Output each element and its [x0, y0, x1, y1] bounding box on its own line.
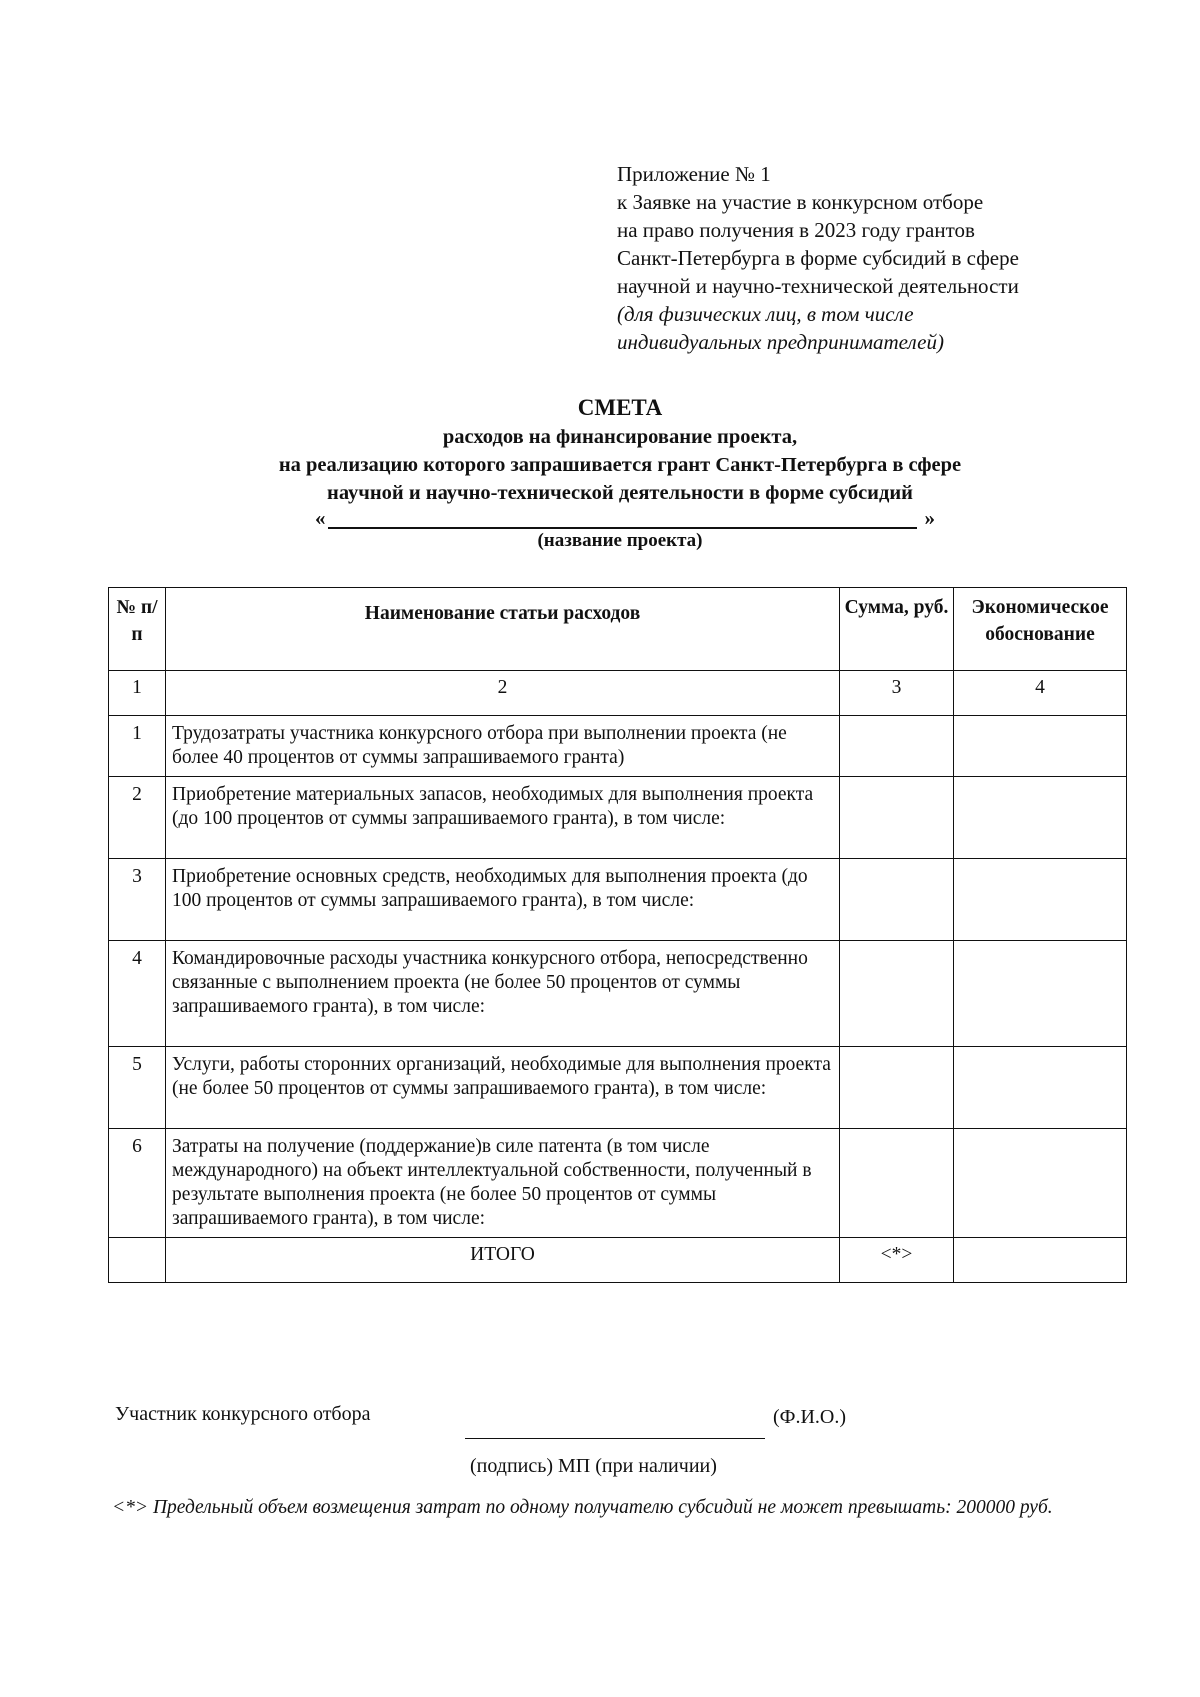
column-index-row — [109, 671, 1127, 716]
table-row — [109, 859, 1127, 941]
row-sum-cell[interactable] — [840, 777, 954, 859]
title-line: расходов на финансирование проекта, — [442, 426, 798, 448]
table-row — [109, 941, 1127, 1047]
row-justification-cell[interactable] — [954, 859, 1127, 941]
appendix-line: индивидуальных предпринимателей) — [617, 330, 944, 354]
total-sum: <*> — [840, 1238, 954, 1283]
row-sum-cell[interactable] — [840, 859, 954, 941]
row-expense-name: Приобретение основных средств, необходимых для выполнения проекта (до 100 процентов от суммы запрашиваемого гранта), в том числе: — [166, 859, 840, 941]
column-index: 2 — [166, 671, 840, 716]
row-justification-cell[interactable] — [954, 777, 1127, 859]
row-number: 2 — [109, 777, 166, 859]
row-expense-name: Приобретение материальных запасов, необходимых для выполнения проекта (до 100 процентов от суммы запрашиваемого гранта), в том числе: — [166, 777, 840, 859]
row-expense-name: Услуги, работы сторонних организаций, необходимые для выполнения проекта (не более 50 процентов от суммы запрашиваемого гранта), в том числе: — [166, 1047, 840, 1129]
footnote: <*> Предельный объем возмещения затрат по одному получателю субсидий не может превышать: 200000 руб. — [112, 1497, 1053, 1518]
row-number: 4 — [109, 941, 166, 1047]
total-label: ИТОГО — [166, 1238, 840, 1283]
row-expense-name: Командировочные расходы участника конкурсного отбора, непосредственно связанные с выполнением проекта (не более 50 процентов от суммы запрашиваемого гранта), в том числе: — [166, 941, 840, 1047]
document-title — [120, 393, 1120, 507]
appendix-line: научной и научно-технической деятельности — [617, 274, 1019, 298]
title-main: СМЕТА — [577, 395, 663, 420]
row-number: 5 — [109, 1047, 166, 1129]
title-line: научной и научно-технической деятельности в форме субсидий — [327, 482, 913, 504]
row-justification-cell[interactable] — [954, 1129, 1127, 1238]
signature-line — [465, 1438, 765, 1439]
header-num: № п/п — [109, 588, 166, 671]
budget-table — [108, 587, 1127, 1283]
header-sum: Сумма, руб. — [840, 588, 954, 671]
row-justification-cell[interactable] — [954, 716, 1127, 777]
table-row — [109, 716, 1127, 777]
row-number: 6 — [109, 1129, 166, 1238]
row-expense-name: Трудозатраты участника конкурсного отбора при выполнении проекта (не более 40 процентов от суммы запрашиваемого гранта) — [166, 716, 840, 777]
title-line: на реализацию которого запрашивается грант Санкт-Петербурга в сфере — [278, 454, 962, 476]
column-index: 1 — [109, 671, 166, 716]
header-justification: Экономическое обоснование — [954, 588, 1127, 671]
row-number: 1 — [109, 716, 166, 777]
appendix-line: на право получения в 2023 году грантов — [617, 218, 975, 242]
row-expense-name: Затраты на получение (поддержание)в силе патента (в том числе международного) на объект интеллектуальной собственности, полученный в результате выполнения проекта (не более 50 процентов от суммы запрашиваемого гранта), в том числе: — [166, 1129, 840, 1238]
column-index: 4 — [954, 671, 1127, 716]
appendix-line: к Заявке на участие в конкурсном отборе — [617, 190, 984, 214]
appendix-line: (для физических лиц, в том числе — [617, 302, 914, 326]
table-row — [109, 777, 1127, 859]
header-name: Наименование статьи расходов — [166, 588, 840, 671]
row-number: 3 — [109, 859, 166, 941]
project-name-caption: (название проекта) — [537, 530, 703, 551]
row-sum-cell[interactable] — [840, 941, 954, 1047]
project-name-blank-line — [328, 527, 917, 529]
quote-open: « — [315, 506, 326, 530]
table-row — [109, 1129, 1127, 1238]
row-justification-cell[interactable] — [954, 1047, 1127, 1129]
appendix-line: Санкт-Петербурга в форме субсидий в сфере — [617, 246, 1019, 270]
row-justification-cell[interactable] — [954, 941, 1127, 1047]
row-sum-cell[interactable] — [840, 1047, 954, 1129]
participant-label: Участник конкурсного отбора — [115, 1403, 371, 1425]
table-row — [109, 1047, 1127, 1129]
appendix-header — [617, 160, 1137, 356]
signature-caption: (подпись) МП (при наличии) — [470, 1455, 717, 1477]
fio-label: (Ф.И.О.) — [773, 1406, 847, 1428]
total-row — [109, 1238, 1127, 1283]
total-num-cell — [109, 1238, 166, 1283]
row-sum-cell[interactable] — [840, 1129, 954, 1238]
row-sum-cell[interactable] — [840, 716, 954, 777]
table-header-row — [109, 588, 1127, 671]
quote-close: » — [924, 506, 935, 530]
column-index: 3 — [840, 671, 954, 716]
appendix-line: Приложение № 1 — [617, 162, 771, 186]
total-justification-cell[interactable] — [954, 1238, 1127, 1283]
